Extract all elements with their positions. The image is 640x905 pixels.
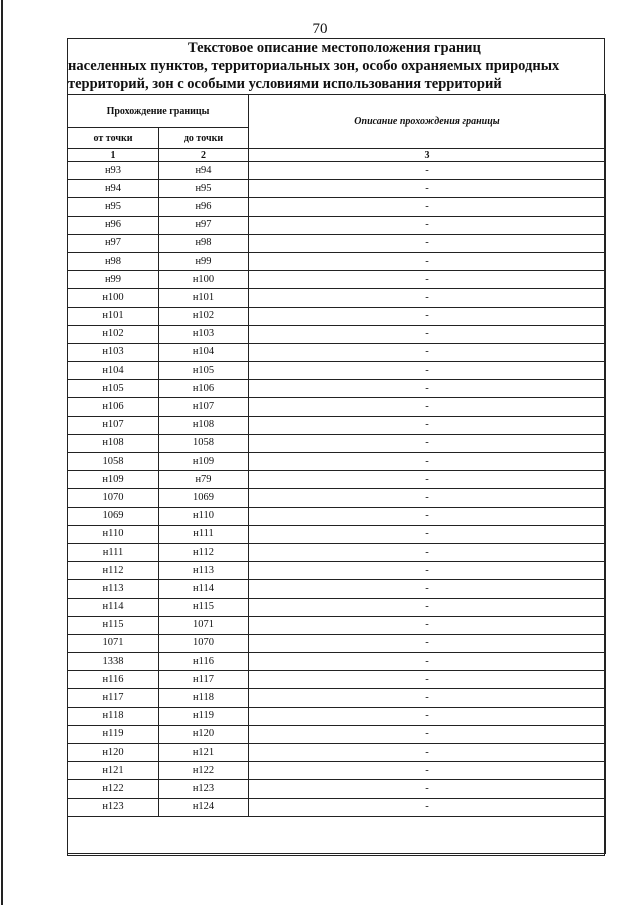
table-row: [68, 653, 606, 671]
cell-from-point: 1069: [68, 507, 159, 525]
cell-from-point: н110: [68, 525, 159, 543]
table-row: [68, 671, 606, 689]
cell-description: -: [249, 634, 606, 652]
title-line-1: Текстовое описание местоположения границ: [188, 40, 481, 56]
cell-to-point: н104: [159, 343, 249, 361]
cell-from-point: н95: [68, 198, 159, 216]
cell-to-point: н116: [159, 653, 249, 671]
column-number-1: 1: [68, 149, 159, 162]
table-row: [68, 434, 606, 452]
cell-to-point: н119: [159, 707, 249, 725]
cell-description: -: [249, 653, 606, 671]
cell-to-point: н114: [159, 580, 249, 598]
cell-from-point: н104: [68, 362, 159, 380]
cell-description: -: [249, 525, 606, 543]
cell-from-point: н119: [68, 725, 159, 743]
table-row: [68, 507, 606, 525]
cell-description: -: [249, 325, 606, 343]
cell-description: -: [249, 689, 606, 707]
cell-to-point: н95: [159, 180, 249, 198]
cell-to-point: н118: [159, 689, 249, 707]
table-row: [68, 252, 606, 270]
title-line-2: населенных пунктов, территориальных зон, особо охраняемых природных: [68, 58, 560, 74]
cell-to-point: н113: [159, 562, 249, 580]
cell-description: -: [249, 489, 606, 507]
cell-from-point: н97: [68, 234, 159, 252]
cell-from-point: н117: [68, 689, 159, 707]
cell-description: -: [249, 307, 606, 325]
blank-cell: [68, 816, 606, 853]
cell-description: -: [249, 725, 606, 743]
cell-description: -: [249, 398, 606, 416]
cell-description: -: [249, 671, 606, 689]
cell-description: -: [249, 471, 606, 489]
table-row: [68, 780, 606, 798]
cell-description: -: [249, 343, 606, 361]
cell-to-point: н117: [159, 671, 249, 689]
cell-to-point: н108: [159, 416, 249, 434]
cell-to-point: н102: [159, 307, 249, 325]
cell-description: -: [249, 762, 606, 780]
table-row: [68, 489, 606, 507]
cell-from-point: н93: [68, 162, 159, 180]
table-row: [68, 380, 606, 398]
cell-to-point: н105: [159, 362, 249, 380]
cell-from-point: н118: [68, 707, 159, 725]
cell-to-point: 1069: [159, 489, 249, 507]
cell-from-point: н105: [68, 380, 159, 398]
cell-from-point: н100: [68, 289, 159, 307]
cell-from-point: н108: [68, 434, 159, 452]
cell-from-point: н122: [68, 780, 159, 798]
cell-to-point: н107: [159, 398, 249, 416]
cell-to-point: н121: [159, 744, 249, 762]
cell-description: -: [249, 180, 606, 198]
table-row: [68, 598, 606, 616]
table-row: [68, 744, 606, 762]
table-row: [68, 580, 606, 598]
boundary-description-table: [67, 94, 606, 854]
cell-to-point: н79: [159, 471, 249, 489]
cell-to-point: 1070: [159, 634, 249, 652]
table-row: [68, 634, 606, 652]
cell-to-point: 1058: [159, 434, 249, 452]
cell-to-point: н99: [159, 252, 249, 270]
table-row: [68, 162, 606, 180]
cell-from-point: н98: [68, 252, 159, 270]
cell-from-point: н112: [68, 562, 159, 580]
cell-from-point: н107: [68, 416, 159, 434]
cell-description: -: [249, 271, 606, 289]
cell-from-point: н103: [68, 343, 159, 361]
cell-description: -: [249, 616, 606, 634]
table-row: [68, 689, 606, 707]
cell-from-point: н116: [68, 671, 159, 689]
cell-from-point: н99: [68, 271, 159, 289]
cell-from-point: н120: [68, 744, 159, 762]
table-row: [68, 234, 606, 252]
header-boundary-description: Описание прохождения границы: [249, 95, 606, 149]
cell-description: -: [249, 562, 606, 580]
page-number: 70: [312, 21, 328, 37]
cell-to-point: н111: [159, 525, 249, 543]
cell-to-point: н103: [159, 325, 249, 343]
cell-to-point: н109: [159, 453, 249, 471]
table-row: [68, 562, 606, 580]
cell-description: -: [249, 252, 606, 270]
cell-description: -: [249, 707, 606, 725]
cell-from-point: 1338: [68, 653, 159, 671]
cell-to-point: н112: [159, 543, 249, 561]
cell-description: -: [249, 362, 606, 380]
blank-row: [68, 816, 606, 853]
cell-description: -: [249, 162, 606, 180]
table-row: [68, 525, 606, 543]
table-row: [68, 616, 606, 634]
table-row: [68, 325, 606, 343]
cell-from-point: н94: [68, 180, 159, 198]
cell-to-point: н124: [159, 798, 249, 816]
title-line-3: территорий, зон с особыми условиями использования территорий: [68, 76, 502, 92]
scan-left-edge-line: [1, 0, 3, 905]
table-row: [68, 289, 606, 307]
cell-to-point: н110: [159, 507, 249, 525]
cell-from-point: н106: [68, 398, 159, 416]
table-row: [68, 271, 606, 289]
table-row: [68, 471, 606, 489]
cell-from-point: 1071: [68, 634, 159, 652]
document-title: [67, 38, 605, 94]
cell-from-point: н113: [68, 580, 159, 598]
header-boundary-passage: Прохождение границы: [68, 95, 249, 128]
column-number-3: 3: [249, 149, 606, 162]
cell-from-point: 1058: [68, 453, 159, 471]
table-row: [68, 343, 606, 361]
table-row: [68, 416, 606, 434]
cell-from-point: н123: [68, 798, 159, 816]
cell-to-point: н122: [159, 762, 249, 780]
cell-from-point: н114: [68, 598, 159, 616]
cell-description: -: [249, 289, 606, 307]
cell-description: -: [249, 216, 606, 234]
cell-to-point: н100: [159, 271, 249, 289]
cell-to-point: н98: [159, 234, 249, 252]
header-to-point: до точки: [159, 128, 249, 149]
cell-to-point: н106: [159, 380, 249, 398]
cell-to-point: н123: [159, 780, 249, 798]
cell-description: -: [249, 798, 606, 816]
cell-description: -: [249, 580, 606, 598]
cell-description: -: [249, 380, 606, 398]
cell-from-point: н102: [68, 325, 159, 343]
cell-from-point: н101: [68, 307, 159, 325]
cell-to-point: н115: [159, 598, 249, 616]
column-number-2: 2: [159, 149, 249, 162]
table-row: [68, 725, 606, 743]
table-row: [68, 307, 606, 325]
cell-to-point: н101: [159, 289, 249, 307]
cell-to-point: н96: [159, 198, 249, 216]
table-row: [68, 762, 606, 780]
cell-from-point: 1070: [68, 489, 159, 507]
cell-description: -: [249, 507, 606, 525]
cell-to-point: н97: [159, 216, 249, 234]
cell-description: -: [249, 453, 606, 471]
cell-description: -: [249, 780, 606, 798]
table-body: [68, 162, 606, 817]
cell-description: -: [249, 434, 606, 452]
cell-from-point: н109: [68, 471, 159, 489]
cell-from-point: н111: [68, 543, 159, 561]
cell-description: -: [249, 416, 606, 434]
cell-from-point: н115: [68, 616, 159, 634]
table-row: [68, 453, 606, 471]
cell-from-point: н121: [68, 762, 159, 780]
cell-to-point: н120: [159, 725, 249, 743]
cell-description: -: [249, 543, 606, 561]
cell-from-point: н96: [68, 216, 159, 234]
cell-description: -: [249, 744, 606, 762]
table-row: [68, 362, 606, 380]
table-row: [68, 180, 606, 198]
table-row: [68, 198, 606, 216]
cell-to-point: 1071: [159, 616, 249, 634]
cell-description: -: [249, 598, 606, 616]
table-row: [68, 707, 606, 725]
table-row: [68, 398, 606, 416]
table-row: [68, 798, 606, 816]
cell-description: -: [249, 198, 606, 216]
table-row: [68, 216, 606, 234]
cell-description: -: [249, 234, 606, 252]
header-from-point: от точки: [68, 128, 159, 149]
table-row: [68, 543, 606, 561]
cell-to-point: н94: [159, 162, 249, 180]
